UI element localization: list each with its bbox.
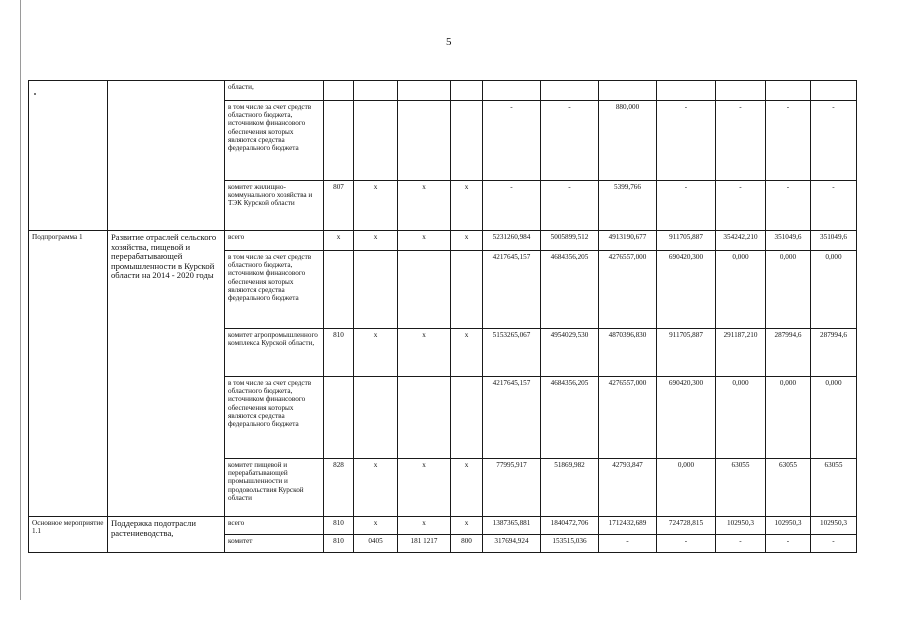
vr-cell: х: [451, 231, 483, 251]
value-cell: -: [811, 101, 857, 181]
title-cell: Поддержка подотрасли растениеводства,: [108, 517, 225, 553]
rzpr-cell: 0405: [354, 535, 398, 553]
vr-cell: [451, 81, 483, 101]
value-cell: 911705,887: [657, 329, 716, 377]
csr-cell: х: [398, 181, 451, 231]
program-cell: Основное мероприятие 1.1: [29, 517, 108, 553]
rzpr-cell: х: [354, 329, 398, 377]
value-cell: 351049,6: [766, 231, 811, 251]
value-cell: -: [716, 101, 766, 181]
value-cell: 291187,210: [716, 329, 766, 377]
value-cell: 287994,6: [766, 329, 811, 377]
value-cell: 690420,300: [657, 377, 716, 459]
value-cell: 317694,924: [483, 535, 541, 553]
rzpr-cell: [354, 101, 398, 181]
scan-edge-line: [20, 0, 21, 600]
source-cell: комитет агропромышленного комплекса Курской области,: [225, 329, 324, 377]
rzpr-cell: х: [354, 181, 398, 231]
value-cell: 4913190,677: [599, 231, 657, 251]
source-cell: всего: [225, 517, 324, 535]
value-cell: [716, 81, 766, 101]
value-cell: -: [657, 181, 716, 231]
source-cell: в том числе за счет средств областного бюджета, источником финансового обеспечения которых являются средства федерального бюджета: [225, 251, 324, 329]
value-cell: -: [483, 181, 541, 231]
csr-cell: х: [398, 329, 451, 377]
value-cell: 0,000: [811, 251, 857, 329]
rzpr-cell: [354, 251, 398, 329]
csr-cell: [398, 81, 451, 101]
value-cell: 354242,210: [716, 231, 766, 251]
vr-cell: х: [451, 181, 483, 231]
grbs-cell: х: [324, 231, 354, 251]
value-cell: [811, 81, 857, 101]
value-cell: 153515,036: [541, 535, 599, 553]
value-cell: 4684356,205: [541, 377, 599, 459]
value-cell: 4954029,530: [541, 329, 599, 377]
value-cell: 77995,917: [483, 459, 541, 517]
vr-cell: 800: [451, 535, 483, 553]
value-cell: 880,000: [599, 101, 657, 181]
source-cell: области,: [225, 81, 324, 101]
rzpr-cell: [354, 81, 398, 101]
value-cell: -: [716, 535, 766, 553]
title-cell: Развитие отраслей сельского хозяйства, пищевой и перерабатывающей промышленности в Курской области на 2014 - 2020 годы: [108, 231, 225, 517]
rzpr-cell: [354, 377, 398, 459]
grbs-cell: [324, 101, 354, 181]
value-cell: -: [766, 535, 811, 553]
value-cell: -: [599, 535, 657, 553]
grbs-cell: 810: [324, 535, 354, 553]
value-cell: -: [766, 181, 811, 231]
program-cell: [29, 81, 108, 231]
rzpr-cell: х: [354, 459, 398, 517]
table-row: [29, 517, 857, 535]
value-cell: 4870396,830: [599, 329, 657, 377]
vr-cell: [451, 101, 483, 181]
table-row: [29, 231, 857, 251]
value-cell: [766, 81, 811, 101]
value-cell: -: [657, 101, 716, 181]
grbs-cell: 807: [324, 181, 354, 231]
value-cell: 102950,3: [811, 517, 857, 535]
title-cell: [108, 81, 225, 231]
value-cell: 0,000: [716, 377, 766, 459]
value-cell: -: [811, 535, 857, 553]
vr-cell: х: [451, 459, 483, 517]
value-cell: 0,000: [716, 251, 766, 329]
value-cell: -: [541, 181, 599, 231]
csr-cell: х: [398, 517, 451, 535]
value-cell: 4276557,000: [599, 251, 657, 329]
value-cell: 63055: [766, 459, 811, 517]
rzpr-cell: х: [354, 231, 398, 251]
value-cell: 5153265,067: [483, 329, 541, 377]
vr-cell: [451, 251, 483, 329]
value-cell: -: [716, 181, 766, 231]
value-cell: 4217645,157: [483, 251, 541, 329]
value-cell: 351049,6: [811, 231, 857, 251]
value-cell: -: [483, 101, 541, 181]
value-cell: 42793,847: [599, 459, 657, 517]
value-cell: 1712432,689: [599, 517, 657, 535]
program-cell: Подпрограмма 1: [29, 231, 108, 517]
value-cell: [483, 81, 541, 101]
value-cell: -: [811, 181, 857, 231]
value-cell: 5005899,512: [541, 231, 599, 251]
value-cell: 690420,300: [657, 251, 716, 329]
value-cell: 0,000: [657, 459, 716, 517]
page-number: 5: [446, 36, 452, 48]
value-cell: [599, 81, 657, 101]
value-cell: [657, 81, 716, 101]
value-cell: [541, 81, 599, 101]
value-cell: 0,000: [766, 377, 811, 459]
csr-cell: [398, 377, 451, 459]
value-cell: 63055: [811, 459, 857, 517]
value-cell: 4684356,205: [541, 251, 599, 329]
value-cell: 51869,982: [541, 459, 599, 517]
value-cell: 287994,6: [811, 329, 857, 377]
grbs-cell: [324, 81, 354, 101]
budget-table: [28, 80, 857, 553]
value-cell: 0,000: [811, 377, 857, 459]
value-cell: 911705,887: [657, 231, 716, 251]
csr-cell: [398, 251, 451, 329]
value-cell: -: [541, 101, 599, 181]
source-cell: в том числе за счет средств областного бюджета, источником финансового обеспечения которых являются средства федерального бюджета: [225, 101, 324, 181]
value-cell: 5399,766: [599, 181, 657, 231]
value-cell: 724728,815: [657, 517, 716, 535]
vr-cell: х: [451, 329, 483, 377]
csr-cell: х: [398, 231, 451, 251]
source-cell: комитет пищевой и перерабатывающей промышленности и продовольствия Курской области: [225, 459, 324, 517]
value-cell: 63055: [716, 459, 766, 517]
value-cell: 4217645,157: [483, 377, 541, 459]
csr-cell: [398, 101, 451, 181]
value-cell: 1387365,881: [483, 517, 541, 535]
value-cell: 5231260,984: [483, 231, 541, 251]
grbs-cell: [324, 377, 354, 459]
source-cell: комитет жилищно-коммунального хозяйства и ТЭК Курской области: [225, 181, 324, 231]
value-cell: 0,000: [766, 251, 811, 329]
value-cell: 4276557,000: [599, 377, 657, 459]
grbs-cell: 810: [324, 517, 354, 535]
vr-cell: х: [451, 517, 483, 535]
value-cell: 102950,3: [716, 517, 766, 535]
csr-cell: 181 1217: [398, 535, 451, 553]
rzpr-cell: х: [354, 517, 398, 535]
value-cell: -: [657, 535, 716, 553]
source-cell: комитет: [225, 535, 324, 553]
csr-cell: х: [398, 459, 451, 517]
grbs-cell: 810: [324, 329, 354, 377]
value-cell: 102950,3: [766, 517, 811, 535]
grbs-cell: [324, 251, 354, 329]
source-cell: всего: [225, 231, 324, 251]
table-row: [29, 81, 857, 101]
grbs-cell: 828: [324, 459, 354, 517]
value-cell: 1840472,706: [541, 517, 599, 535]
vr-cell: [451, 377, 483, 459]
source-cell: в том числе за счет средств областного бюджета, источником финансового обеспечения которых являются средства федерального бюджета: [225, 377, 324, 459]
value-cell: -: [766, 101, 811, 181]
